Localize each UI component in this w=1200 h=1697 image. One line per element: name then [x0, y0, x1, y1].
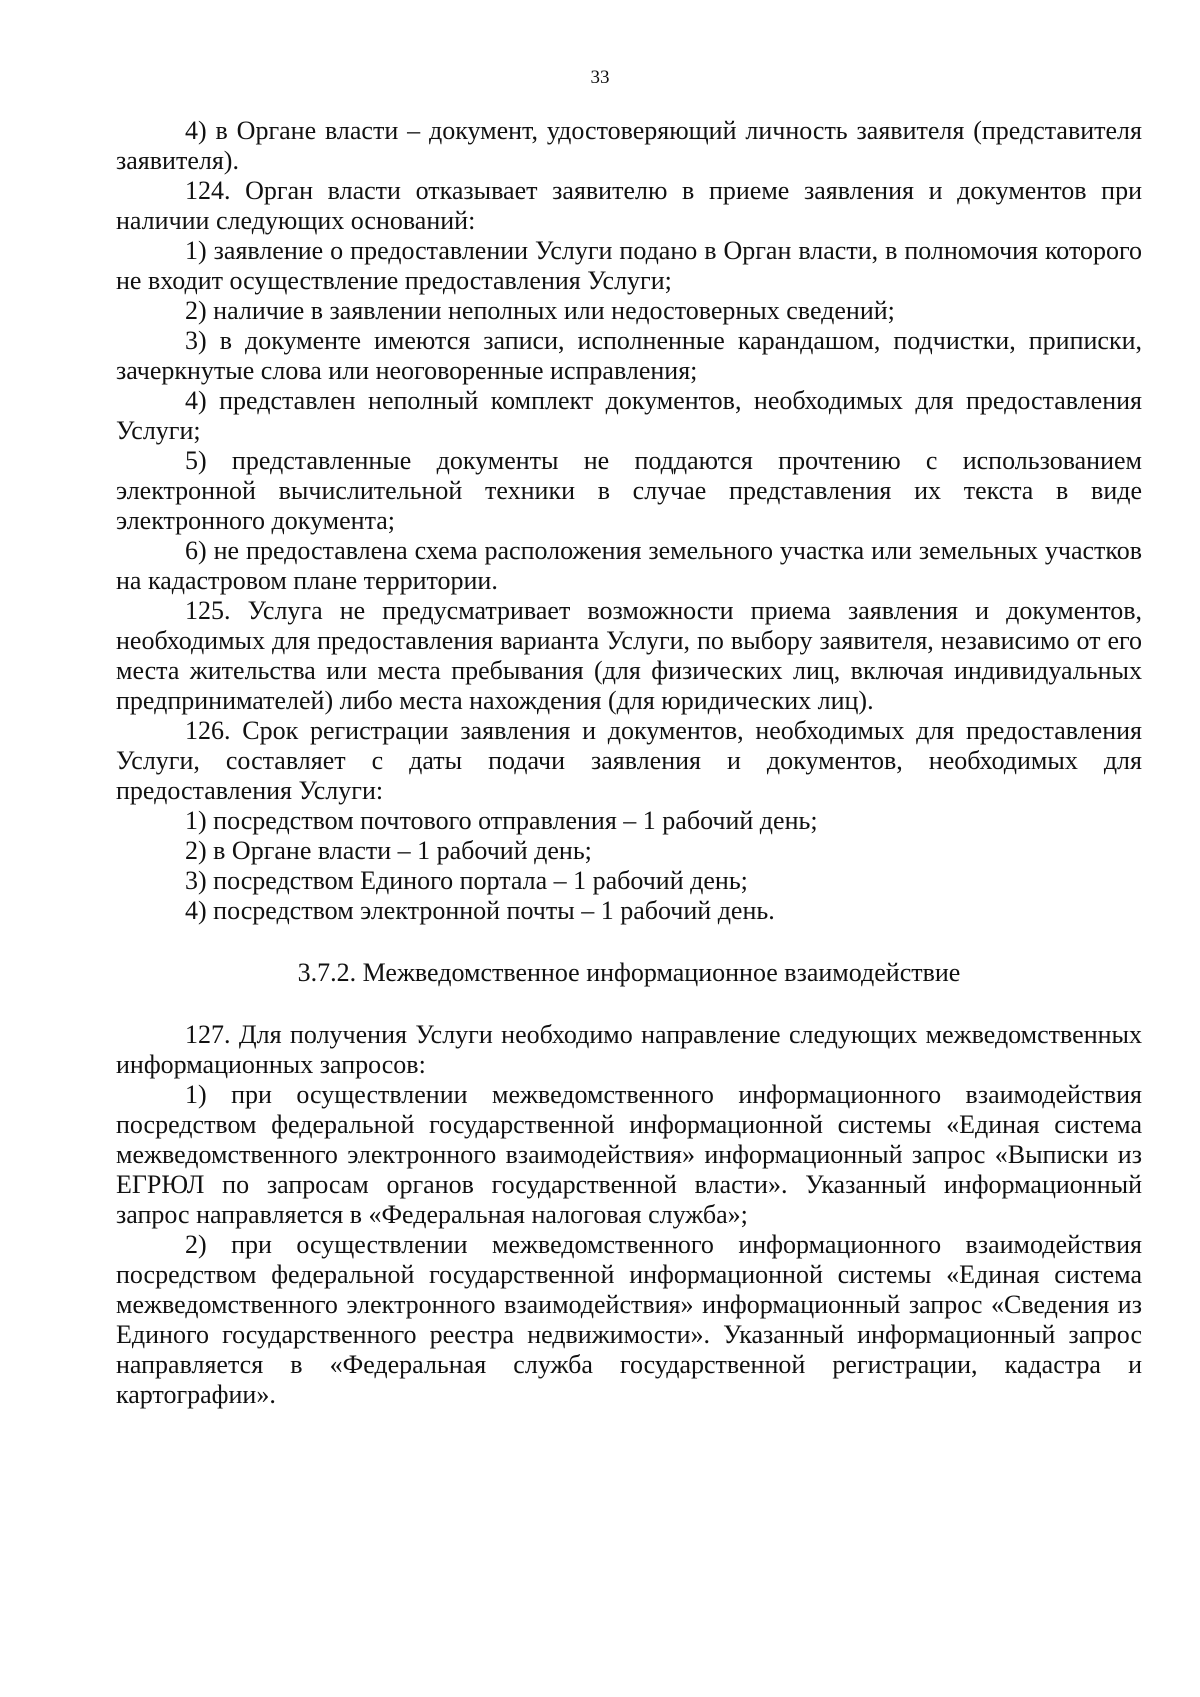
paragraph-124-item-6: 6) не предоставлена схема расположения земельного участка или земельных участков на кадастровом плане территории. — [116, 536, 1142, 595]
paragraph-124-item-5: 5) представленные документы не поддаются прочтению с использованием электронной вычислительной техники в случае представления их текста в виде электронного документа; — [116, 446, 1142, 535]
paragraph-127-item-2: 2) при осуществлении межведомственного информационного взаимодействия посредством федеральной государственной информационной системы «Единая система межведомственного электронного взаимодействия» информационный запрос «Сведения из Единого государственного реестра недвижимости». Указанный информационный запрос направляется в «Федеральная служба государственной регистрации, кадастра и картографии». — [116, 1230, 1142, 1409]
paragraph-127-item-1: 1) при осуществлении межведомственного информационного взаимодействия посредством федеральной государственной информационной системы «Единая система межведомственного электронного взаимодействия» информационный запрос «Выписки из ЕГРЮЛ по запросам органов государственной власти». Указанный информационный запрос направляется в «Федеральная налоговая служба»; — [116, 1080, 1142, 1229]
paragraph-126: 126. Срок регистрации заявления и документов, необходимых для предоставления Услуги, составляет с даты подачи заявления и документов, необходимых для предоставления Услуги: — [116, 716, 1142, 805]
paragraph-126-item-1: 1) посредством почтового отправления – 1 рабочий день; — [185, 806, 818, 835]
page-number: 33 — [590, 67, 610, 88]
paragraph-124-item-4: 4) представлен неполный комплект документов, необходимых для предоставления Услуги; — [116, 386, 1142, 445]
paragraph-126-item-4: 4) посредством электронной почты – 1 рабочий день. — [185, 896, 775, 925]
document-body — [116, 116, 1142, 1410]
paragraph-124-item-3: 3) в документе имеются записи, исполненные карандашом, подчистки, приписки, зачеркнутые слова или неоговоренные исправления; — [116, 326, 1142, 385]
paragraph-126-item-3: 3) посредством Единого портала – 1 рабочий день; — [185, 866, 748, 895]
paragraph-item-4-id-document: 4) в Органе власти – документ, удостоверяющий личность заявителя (представителя заявителя). — [116, 116, 1142, 175]
paragraph-127: 127. Для получения Услуги необходимо направление следующих межведомственных информационных запросов: — [116, 1020, 1142, 1079]
paragraph-124-item-1: 1) заявление о предоставлении Услуги подано в Орган власти, в полномочия которого не входит осуществление предоставления Услуги; — [116, 236, 1142, 295]
section-heading: 3.7.2. Межведомственное информационное взаимодействие — [297, 958, 961, 987]
paragraph-126-item-2: 2) в Органе власти – 1 рабочий день; — [185, 836, 592, 865]
paragraph-124: 124. Орган власти отказывает заявителю в приеме заявления и документов при наличии следующих оснований: — [116, 176, 1142, 235]
paragraph-125: 125. Услуга не предусматривает возможности приема заявления и документов, необходимых для предоставления варианта Услуги, по выбору заявителя, независимо от его места жительства или места пребывания (для физических лиц, включая индивидуальных предпринимателей) либо места нахождения (для юридических лиц). — [116, 596, 1142, 715]
paragraph-124-item-2: 2) наличие в заявлении неполных или недостоверных сведений; — [185, 296, 895, 325]
